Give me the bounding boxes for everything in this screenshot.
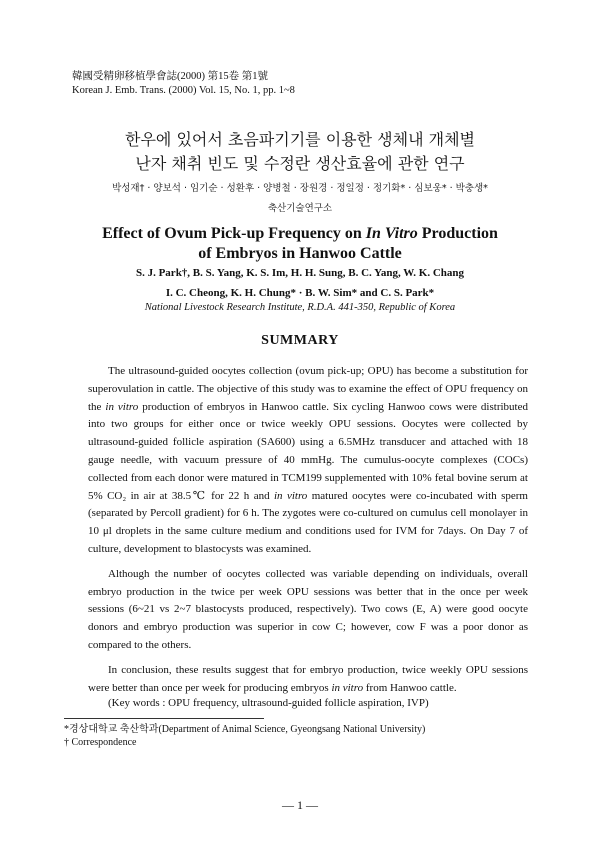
journal-header [72,70,295,98]
title-part: Production [417,225,498,242]
korean-institute: 축산기술연구소 [267,203,333,214]
journal-header-english: Korean J. Emb. Trans. (2000) Vol. 15, No. 1, pp. 1~8 [72,85,295,96]
footnote-affiliation: *경상대학교 축산학과(Department of Animal Science, Gyeongsang National University) [64,724,426,735]
text-run: The ultrasound-guided oocytes collection (ovum pick-up; OPU) has become a substitution for superovulation in cattle. The objective of this study was to examine the effect of OPU frequency on the [88,365,528,413]
english-institute: National Livestock Research Institute, R.D.A. 441-350, Republic of Korea [144,302,456,313]
text-run: production of embryos in Hanwoo cattle. Six cycling Hanwoo cows were distributed into two groups for either once or twice weekly OPU sessions. Oocytes were collected by ultrasound-guided follicle aspiration (SA600) using a 6.5MHz transducer and attached with 18 gauge needle, with vacuum pressure of 40 mmHg. The cumulus-oocyte complexes (COCs) collected from each donor were matured in TCM199 supplemented with 10% fetal bovine serum at 5% CO₂ in air at 38.5℃ for 22 h and [88,400,528,502]
korean-authors: 박성재† · 양보석 · 임기순 · 성환후 · 양병철 · 장원경 · 정일정 · 정기화* · 심보웅* · 박충생* [112,183,488,194]
text-run: matured oocytes were co-incubated with sperm (separated by Percoll gradient) for 6 h. The zygotes were co-cultured on cumulus cell monolayer in 10 μl droplets in the same culture medium and conditions used for IVM for 7days. On Day 7 of culture, development to blastocysts was examined. [88,489,528,555]
footnote-correspondence: † Correspondence [64,737,137,748]
italic-run: in vitro [273,489,308,502]
italic-run: in vitro [105,400,139,413]
authors-line2: I. C. Cheong, K. H. Chung* · B. W. Sim* and C. S. Park* [165,287,435,299]
footnotes [64,723,425,749]
korean-title-line2: 난자 채취 빈도 및 수정란 생산효율에 관한 연구 [135,154,465,173]
abstract [88,363,528,704]
title-italic: In Vitro [365,225,418,242]
text-run: from Hanwoo cattle. [363,681,457,694]
keywords: (Key words : OPU frequency, ultrasound-guided follicle aspiration, IVP) [108,697,429,709]
korean-title-line1: 한우에 있어서 초음파기기를 이용한 생체내 개체별 [124,130,475,149]
summary-heading: SUMMARY [261,333,339,348]
abstract-paragraph-2: Although the number of oocytes collected was variable depending on individuals, overall embryo production in the twice per week OPU sessions was better that in the once per week sessions (6~21 vs 2~7 blastocysts produced, respectively). Two cows (E, A) were good oocyte donors and embryo production was superior in cow C; however, cow F was a poor donor as compared to the others. [88,567,528,651]
footnote-rule [64,718,264,719]
abstract-paragraph-3 [88,662,528,698]
english-title-line1 [0,224,600,244]
italic-run: in vitro [331,681,364,694]
abstract-paragraph-1 [88,363,528,559]
page-number: — 1 — [282,798,318,812]
english-authors [0,263,600,303]
title-part: Effect of Ovum Pick-up Frequency on [102,225,366,242]
korean-title [0,128,600,176]
english-title-line2: of Embryos in Hanwoo Cattle [198,245,402,262]
text-run: In conclusion, these results suggest that for embryo production, twice weekly OPU sessions were better than once per week for producing embryos [88,663,528,694]
english-title [0,224,600,264]
authors-line1: S. J. Park†, B. S. Yang, K. S. Im, H. H. Sung, B. C. Yang, W. K. Chang [135,267,465,279]
journal-header-korean: 韓國受精卵移植學會誌(2000) 第15卷 第1號 [72,71,268,82]
